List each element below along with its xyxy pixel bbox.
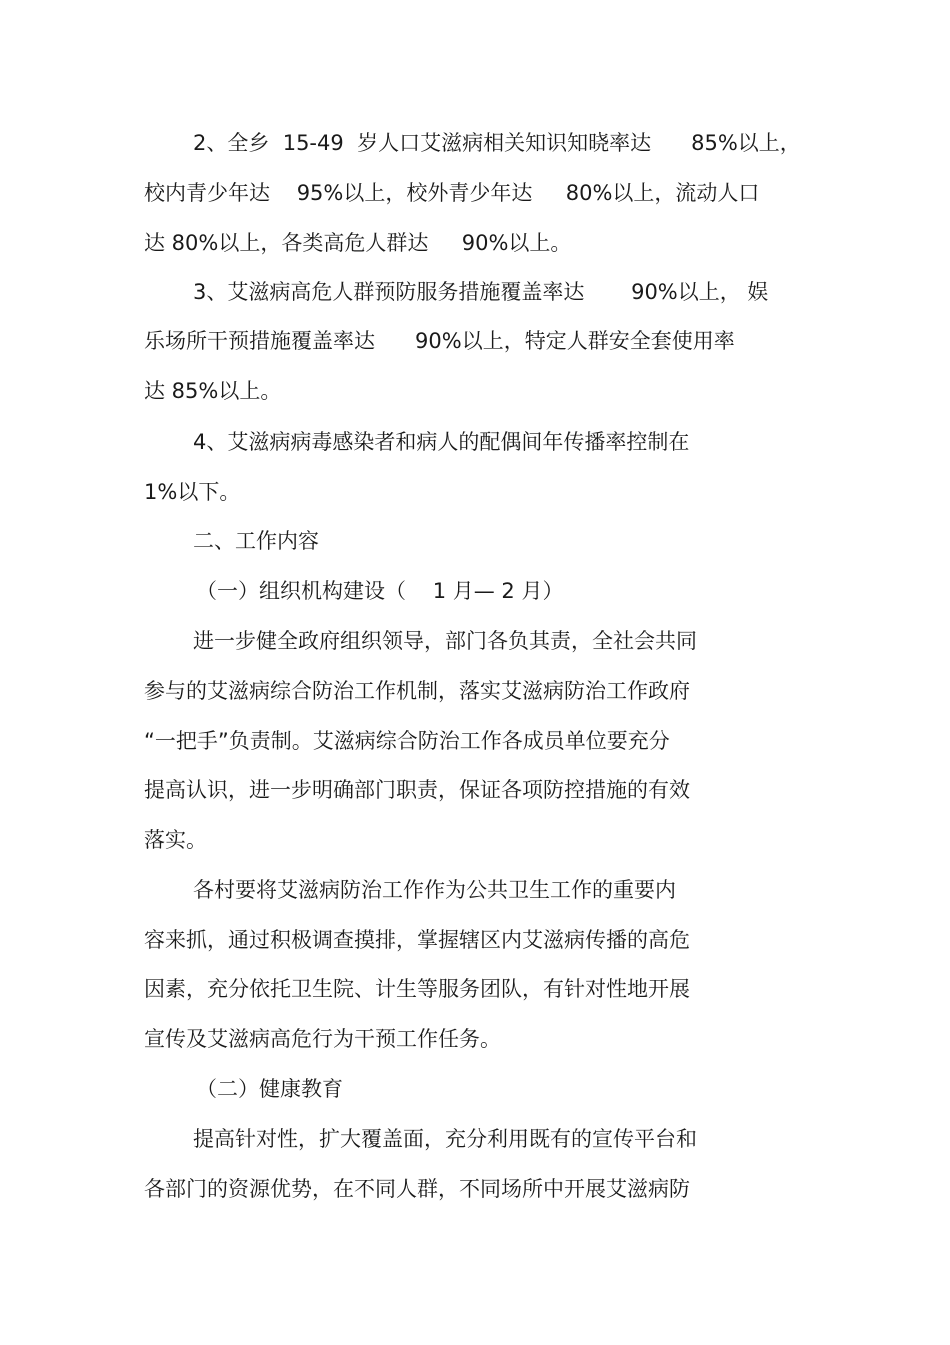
text-line: 提高认识，进一步明确部门职责，保证各项防控措施的有效 (144, 778, 690, 802)
subsection-heading: （二）健康教育 (196, 1077, 343, 1101)
text-line: 乐场所干预措施覆盖率达 90%以上，特定人群安全套使用率 (144, 329, 735, 353)
text-line: 2、全乡 15-49 岁人口艾滋病相关知识知晓率达 85%以上， (193, 131, 801, 155)
text-line: 4、艾滋病病毒感染者和病人的配偶间年传播率控制在 (193, 430, 690, 454)
text-line: 达 85%以上。 (144, 379, 282, 403)
text-line: 各部门的资源优势，在不同人群，不同场所中开展艾滋病防 (144, 1177, 690, 1201)
text-line: 因素，充分依托卫生院、计生等服务团队，有针对性地开展 (144, 977, 690, 1001)
subsection-heading: （一）组织机构建设（ 1 月— 2 月） (196, 579, 564, 603)
text-line: 校内青少年达 95%以上，校外青少年达 80%以上，流动人口 (144, 181, 760, 205)
text-line: 1%以下。 (144, 480, 241, 504)
text-line: 容来抓，通过积极调查摸排，掌握辖区内艾滋病传播的高危 (144, 928, 690, 952)
text-line: 提高针对性，扩大覆盖面，充分利用既有的宣传平台和 (193, 1127, 697, 1151)
text-line: “一把手”负责制。艾滋病综合防治工作各成员单位要充分 (144, 729, 670, 753)
text-line: 达 80%以上，各类高危人群达 90%以上。 (144, 231, 572, 255)
text-line: 各村要将艾滋病防治工作作为公共卫生工作的重要内 (193, 878, 676, 902)
text-line: 进一步健全政府组织领导，部门各负其责，全社会共同 (193, 629, 697, 653)
text-line: 落实。 (144, 828, 207, 852)
text-line: 宣传及艾滋病高危行为干预工作任务。 (144, 1027, 501, 1051)
text-line: 参与的艾滋病综合防治工作机制，落实艾滋病防治工作政府 (144, 679, 690, 703)
text-line: 3、艾滋病高危人群预防服务措施覆盖率达 90%以上， 娱 (193, 280, 769, 304)
section-heading: 二、工作内容 (193, 529, 319, 553)
